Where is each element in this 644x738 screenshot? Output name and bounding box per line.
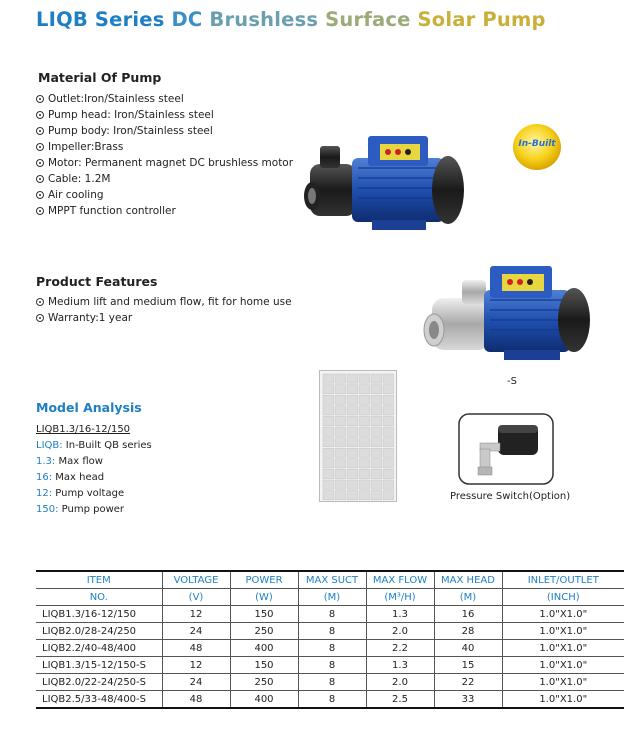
list-item-text: Pump body: Iron/Stainless steel <box>48 125 213 137</box>
table-cell: LIQB2.2/40-48/400 <box>36 640 162 657</box>
solar-cell <box>383 374 394 383</box>
solar-cell <box>359 459 370 468</box>
model-text: Pump voltage <box>52 488 125 499</box>
variant-caption: -S <box>507 376 517 387</box>
model-code: LIQB1.3/16-12/150 <box>36 424 131 435</box>
list-item <box>36 91 293 107</box>
solar-cell <box>335 374 346 383</box>
title-part-dc: DC <box>171 8 210 31</box>
table-cell: 12 <box>162 606 230 623</box>
bullet-icon <box>36 159 44 167</box>
model-text: In-Built QB series <box>62 440 152 451</box>
model-key: 1.3: <box>36 456 56 467</box>
solar-cell <box>383 416 394 425</box>
table-cell: 8 <box>298 691 366 709</box>
solar-cell <box>323 416 334 425</box>
page-title <box>36 8 546 31</box>
table-cell: 12 <box>162 657 230 674</box>
bullet-icon <box>36 298 44 306</box>
solar-cell <box>371 438 382 447</box>
solar-cell <box>323 491 334 500</box>
table-header-row <box>36 571 624 589</box>
model-key: 16: <box>36 472 53 483</box>
table-header: MAX SUCT <box>298 571 366 589</box>
solar-cell <box>359 469 370 478</box>
solar-cell <box>383 469 394 478</box>
list-item <box>36 171 293 187</box>
table-cell: 8 <box>298 674 366 691</box>
table-cell: 40 <box>434 640 502 657</box>
table-cell: 1.0"X1.0" <box>502 691 624 709</box>
solar-cell <box>359 374 370 383</box>
table-header: NO. <box>36 589 162 606</box>
solar-cell <box>347 448 358 457</box>
table-cell: 8 <box>298 657 366 674</box>
bullet-icon <box>36 175 44 183</box>
solar-cell <box>371 448 382 457</box>
table-cell: 28 <box>434 623 502 640</box>
model-heading: Model Analysis <box>36 400 142 415</box>
model-key: 12: <box>36 488 53 499</box>
list-item-text: MPPT function controller <box>48 205 176 217</box>
solar-cell <box>335 416 346 425</box>
list-item-text: Impeller:Brass <box>48 141 124 153</box>
table-cell: 48 <box>162 691 230 709</box>
solar-cell <box>371 395 382 404</box>
table-cell: 33 <box>434 691 502 709</box>
table-header: (M) <box>298 589 366 606</box>
solar-cell <box>335 469 346 478</box>
list-item <box>36 155 293 171</box>
bullet-icon <box>36 143 44 151</box>
table-cell: 1.0"X1.0" <box>502 674 624 691</box>
model-row <box>36 470 152 486</box>
table-header: (M³/H) <box>366 589 434 606</box>
solar-cell <box>347 469 358 478</box>
table-header: VOLTAGE <box>162 571 230 589</box>
table-row <box>36 640 624 657</box>
model-analysis <box>36 422 152 518</box>
solar-cell <box>383 491 394 500</box>
solar-cell <box>371 385 382 394</box>
table-cell: 1.0"X1.0" <box>502 640 624 657</box>
bullet-icon <box>36 127 44 135</box>
solar-cell <box>323 395 334 404</box>
list-item <box>36 294 292 310</box>
solar-cell <box>383 459 394 468</box>
spec-table <box>36 570 624 709</box>
title-part-surface: Surface <box>325 8 418 31</box>
material-heading: Material Of Pump <box>38 70 162 85</box>
solar-cell <box>335 448 346 457</box>
table-cell: 48 <box>162 640 230 657</box>
table-header: MAX HEAD <box>434 571 502 589</box>
solar-cell <box>323 427 334 436</box>
solar-cell <box>383 395 394 404</box>
table-cell: 2.5 <box>366 691 434 709</box>
solar-cell <box>359 448 370 457</box>
solar-cell <box>359 395 370 404</box>
model-row <box>36 454 152 470</box>
solar-cell <box>335 459 346 468</box>
table-cell: 400 <box>230 640 298 657</box>
solar-cell <box>359 427 370 436</box>
pump-image-iron <box>302 124 480 240</box>
table-row <box>36 691 624 709</box>
solar-cell <box>335 491 346 500</box>
in-built-badge-text: In-Built <box>518 139 556 149</box>
solar-cell <box>323 469 334 478</box>
bullet-icon <box>36 207 44 215</box>
solar-cell <box>371 491 382 500</box>
solar-cell <box>323 448 334 457</box>
table-cell: 250 <box>230 674 298 691</box>
table-header: MAX FLOW <box>366 571 434 589</box>
table-cell: 2.0 <box>366 623 434 640</box>
table-header: ITEM <box>36 571 162 589</box>
table-row <box>36 623 624 640</box>
table-cell: 1.3 <box>366 657 434 674</box>
table-cell: LIQB2.0/28-24/250 <box>36 623 162 640</box>
solar-cell <box>323 480 334 489</box>
list-item-text: Cable: 1.2M <box>48 173 111 185</box>
list-item <box>36 123 293 139</box>
table-cell: 1.0"X1.0" <box>502 623 624 640</box>
solar-cell <box>347 385 358 394</box>
material-list <box>36 91 293 219</box>
solar-cell <box>383 438 394 447</box>
table-cell: 15 <box>434 657 502 674</box>
list-item-text: Air cooling <box>48 189 104 201</box>
solar-cell <box>347 416 358 425</box>
list-item-text: Motor: Permanent magnet DC brushless motor <box>48 157 294 169</box>
bullet-icon <box>36 314 44 322</box>
features-list <box>36 294 292 326</box>
table-cell: LIQB2.0/22-24/250-S <box>36 674 162 691</box>
table-cell: 24 <box>162 623 230 640</box>
solar-cell <box>383 480 394 489</box>
list-item-text: Outlet:Iron/Stainless steel <box>48 93 184 105</box>
solar-cell <box>371 416 382 425</box>
table-row <box>36 674 624 691</box>
solar-cell <box>371 480 382 489</box>
list-item <box>36 139 293 155</box>
table-cell: 8 <box>298 623 366 640</box>
bullet-icon <box>36 191 44 199</box>
table-cell: 1.0"X1.0" <box>502 606 624 623</box>
table-header: INLET/OUTLET <box>502 571 624 589</box>
table-cell: 150 <box>230 606 298 623</box>
solar-cell <box>383 427 394 436</box>
solar-cell <box>359 491 370 500</box>
model-row <box>36 502 152 518</box>
table-header: (W) <box>230 589 298 606</box>
solar-cell <box>383 385 394 394</box>
solar-cell <box>323 459 334 468</box>
pump-image-stainless <box>418 260 596 372</box>
table-cell: LIQB2.5/33-48/400-S <box>36 691 162 709</box>
table-cell: 22 <box>434 674 502 691</box>
solar-cell <box>359 438 370 447</box>
title-part-series: LIQB Series <box>36 8 172 31</box>
solar-cell <box>335 385 346 394</box>
title-part-brushless: Brushless <box>209 8 326 31</box>
solar-cell <box>383 406 394 415</box>
table-cell: 24 <box>162 674 230 691</box>
table-cell: 2.0 <box>366 674 434 691</box>
pressure-switch-image <box>458 413 554 485</box>
solar-cell <box>359 385 370 394</box>
table-cell: 250 <box>230 623 298 640</box>
solar-panel-image <box>319 370 397 502</box>
solar-cell <box>371 427 382 436</box>
solar-cell <box>347 459 358 468</box>
bullet-icon <box>36 111 44 119</box>
pressure-switch-caption: Pressure Switch(Option) <box>450 491 571 502</box>
table-cell: 8 <box>298 640 366 657</box>
solar-cell <box>371 374 382 383</box>
solar-cell <box>323 374 334 383</box>
table-cell: 1.0"X1.0" <box>502 657 624 674</box>
solar-cell <box>335 395 346 404</box>
solar-cell <box>323 438 334 447</box>
list-item-text: Warranty:1 year <box>48 312 133 324</box>
solar-cell <box>323 406 334 415</box>
solar-cell <box>335 406 346 415</box>
solar-cell <box>335 427 346 436</box>
table-cell: 2.2 <box>366 640 434 657</box>
table-cell: 400 <box>230 691 298 709</box>
solar-cell <box>335 438 346 447</box>
title-part-solar-pump: Solar Pump <box>417 8 546 31</box>
table-cell: LIQB1.3/16-12/150 <box>36 606 162 623</box>
bullet-icon <box>36 95 44 103</box>
table-cell: 16 <box>434 606 502 623</box>
solar-cell <box>347 480 358 489</box>
solar-cell <box>371 406 382 415</box>
model-text: Max flow <box>55 456 103 467</box>
solar-cell <box>335 480 346 489</box>
list-item <box>36 203 293 219</box>
table-header: (V) <box>162 589 230 606</box>
solar-cell <box>359 406 370 415</box>
solar-cell <box>347 374 358 383</box>
table-cell: LIQB1.3/15-12/150-S <box>36 657 162 674</box>
table-cell: 1.3 <box>366 606 434 623</box>
solar-cell <box>347 406 358 415</box>
model-row <box>36 438 152 454</box>
model-key: 150: <box>36 504 59 515</box>
model-text: Max head <box>52 472 105 483</box>
table-header-row <box>36 589 624 606</box>
table-row <box>36 657 624 674</box>
list-item-text: Medium lift and medium flow, fit for home use <box>48 296 292 308</box>
features-heading: Product Features <box>36 274 158 289</box>
list-item-text: Pump head: Iron/Stainless steel <box>48 109 214 121</box>
table-cell: 150 <box>230 657 298 674</box>
list-item <box>36 107 293 123</box>
table-row <box>36 606 624 623</box>
solar-cell <box>383 448 394 457</box>
table-header: POWER <box>230 571 298 589</box>
solar-cell <box>371 459 382 468</box>
table-cell: 8 <box>298 606 366 623</box>
solar-cell <box>347 395 358 404</box>
model-row <box>36 486 152 502</box>
table-header: (INCH) <box>502 589 624 606</box>
solar-cell <box>323 385 334 394</box>
model-text: Pump power <box>58 504 125 515</box>
solar-cell <box>359 416 370 425</box>
solar-cell <box>347 491 358 500</box>
table-header: (M) <box>434 589 502 606</box>
solar-cell <box>359 480 370 489</box>
solar-cell <box>347 427 358 436</box>
list-item <box>36 310 292 326</box>
solar-cell <box>347 438 358 447</box>
list-item <box>36 187 293 203</box>
model-key: LIQB: <box>36 440 63 451</box>
solar-cell <box>371 469 382 478</box>
